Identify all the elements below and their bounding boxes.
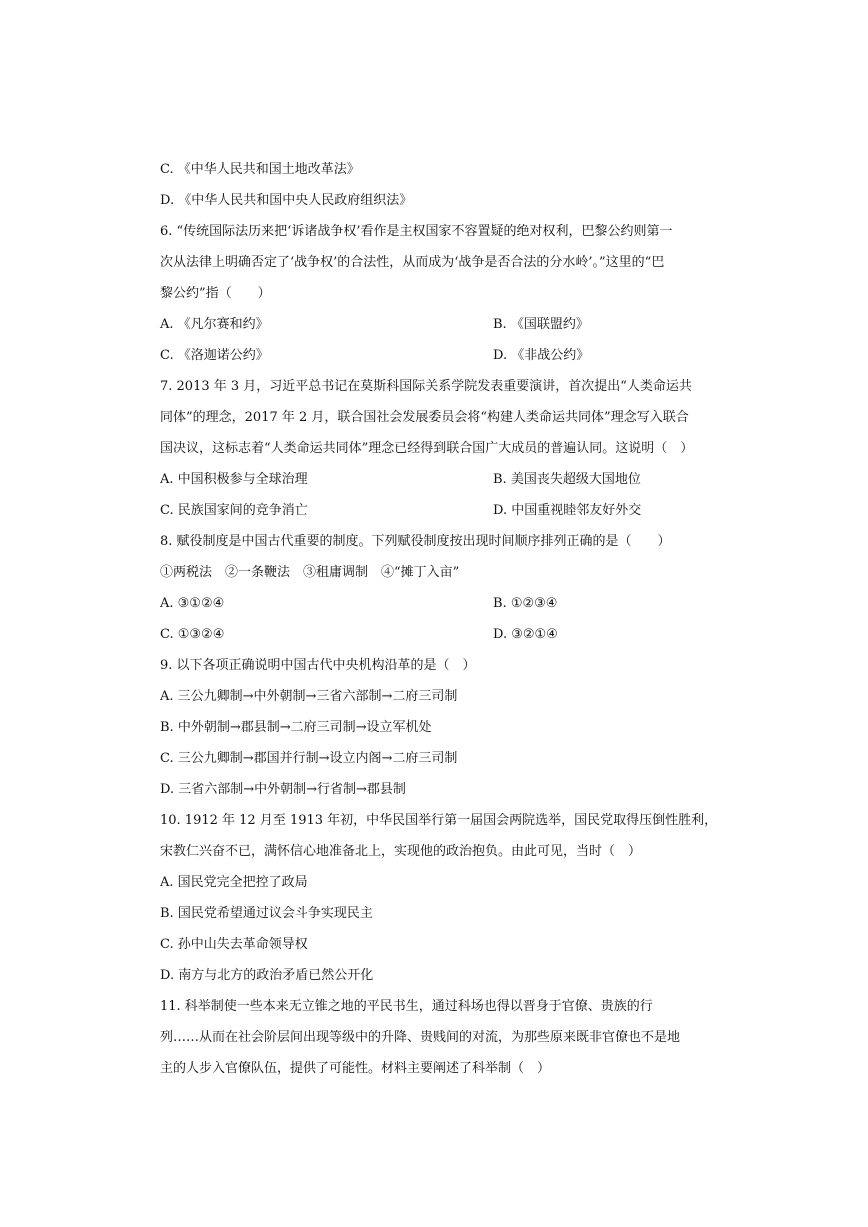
q8-options-row-2 bbox=[160, 626, 720, 657]
q11-stem-line-1: 11. 科举制使一些本来无立锥之地的平民书生，通过科场也得以晋身于官僚、贵族的行 bbox=[160, 999, 653, 1014]
q6-stem-line-2: 次从法律上明确否定了‘战争权’的合法性，从而成为‘战争是否合法的分水岭’。”这里的“巴 bbox=[160, 255, 665, 270]
q6-option-d: D. 《非战公约》 bbox=[493, 348, 590, 363]
q8-stem-line-2: ①两税法 ②一条鞭法 ③租庸调制 ④“摊丁入亩” bbox=[160, 565, 460, 580]
q10-stem-line-1: 10. 1912 年 12 月至 1913 年初，中华民国举行第一届国会两院选举，国民党取得压倒性胜利， bbox=[160, 813, 718, 828]
q8-stem-line-1: 8. 赋役制度是中国古代重要的制度。下列赋役制度按出现时间顺序排列正确的是（ ） bbox=[160, 534, 671, 549]
q9-option-d: D. 三省六部制→中外朝制→行省制→郡县制 bbox=[160, 782, 406, 797]
q5-option-d: D. 《中华人民共和国中央人民政府组织法》 bbox=[160, 193, 413, 208]
question-list bbox=[160, 161, 720, 1091]
q8-option-d: D. ③②①④ bbox=[493, 627, 558, 642]
q7-option-a: A. 中国积极参与全球治理 bbox=[160, 472, 308, 487]
q6-stem-line-1: 6. “传统国际法历来把‘诉诸战争权’看作是主权国家不容置疑的绝对权利，巴黎公约则第一 bbox=[160, 224, 673, 239]
q6-option-c: C. 《洛迦诺公约》 bbox=[160, 348, 269, 363]
q9-stem: 9. 以下各项正确说明中国古代中央机构沿革的是（ ） bbox=[160, 658, 476, 673]
q10-option-a: A. 国民党完全把控了政局 bbox=[160, 875, 308, 890]
q9-option-a: A. 三公九卿制→中外朝制→三省六部制→二府三司制 bbox=[160, 689, 458, 704]
q7-option-c: C. 民族国家间的竞争消亡 bbox=[160, 503, 308, 518]
q7-option-d: D. 中国重视睦邻友好外交 bbox=[493, 503, 642, 518]
q10-option-b: B. 国民党希望通过议会斗争实现民主 bbox=[160, 906, 373, 921]
q6-options-row-2 bbox=[160, 347, 720, 378]
q8-option-a: A. ③①②④ bbox=[160, 596, 225, 611]
q11-stem-line-3: 主的人步入官僚队伍，提供了可能性。材料主要阐述了科举制（ ） bbox=[160, 1061, 551, 1076]
q9-option-c: C. 三公九卿制→郡国并行制→设立内阁→二府三司制 bbox=[160, 751, 458, 766]
q7-stem-line-2: 同体”的理念，2017 年 2 月，联合国社会发展委员会将“构建人类命运共同体”理念写入联合 bbox=[160, 410, 689, 425]
q6-stem-line-3: 黎公约”指（ ） bbox=[160, 286, 271, 301]
q8-option-b: B. ①②③④ bbox=[493, 596, 558, 611]
q7-stem-line-3: 国决议，这标志着“人类命运共同体”理念已经得到联合国广大成员的普遍认同。这说明（ ） bbox=[160, 441, 694, 456]
q7-options-row-1 bbox=[160, 471, 720, 502]
q7-option-b: B. 美国丧失超级大国地位 bbox=[493, 472, 641, 487]
q8-options-row-1 bbox=[160, 595, 720, 626]
q9-option-b: B. 中外朝制→郡县制→二府三司制→设立军机处 bbox=[160, 720, 432, 735]
q6-option-b: B. 《国联盟约》 bbox=[493, 317, 589, 332]
q8-option-c: C. ①③②④ bbox=[160, 627, 225, 642]
q6-option-a: A. 《凡尔赛和约》 bbox=[160, 317, 269, 332]
q5-option-c: C. 《中华人民共和国土地改革法》 bbox=[160, 162, 360, 177]
q10-option-d: D. 南方与北方的政治矛盾已然公开化 bbox=[160, 968, 374, 983]
q6-options-row-1 bbox=[160, 316, 720, 347]
q10-option-c: C. 孙中山失去革命领导权 bbox=[160, 937, 308, 952]
q11-stem-line-2: 列……从而在社会阶层间出现等级中的升降、贵贱间的对流，为那些原来既非官僚也不是地 bbox=[160, 1030, 681, 1045]
q10-stem-line-2: 宋教仁兴奋不已，满怀信心地准备北上，实现他的政治抱负。由此可见，当时（ ） bbox=[160, 844, 642, 859]
q7-stem-line-1: 7. 2013 年 3 月，习近平总书记在莫斯科国际关系学院发表重要演讲，首次提出“人类命运共 bbox=[160, 379, 692, 394]
q7-options-row-2 bbox=[160, 502, 720, 533]
